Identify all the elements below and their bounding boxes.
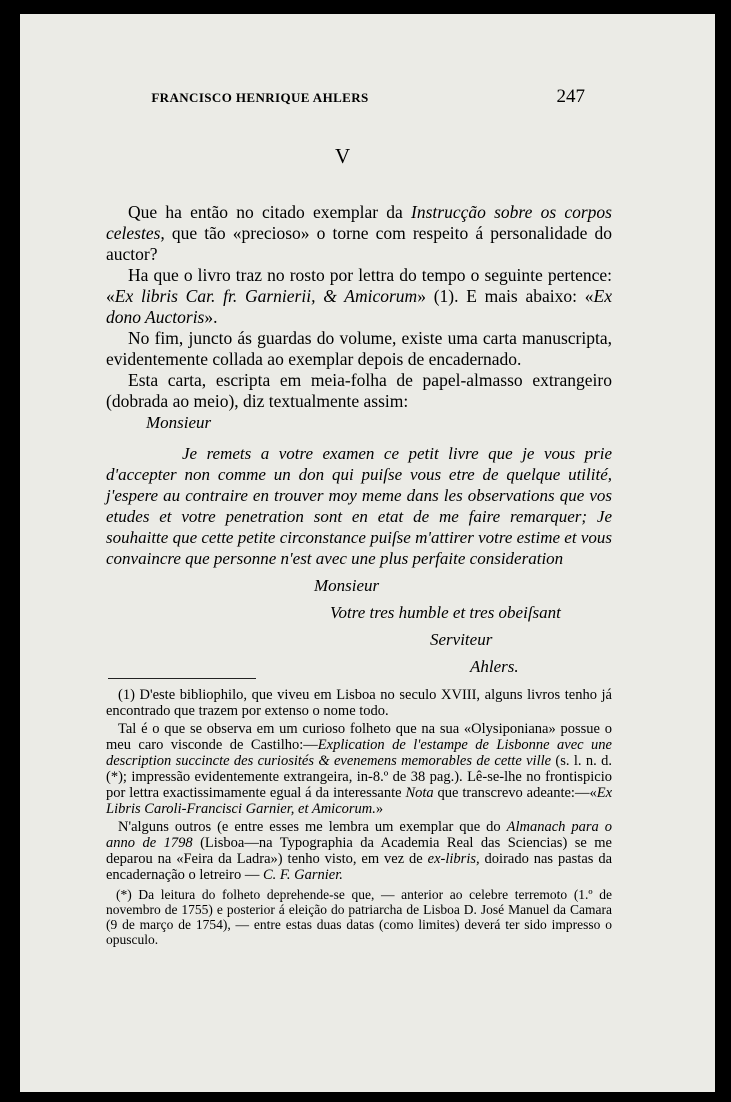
ex-dono-inscription: Ex dono Auctoris: [106, 286, 612, 327]
footnotes: [106, 687, 612, 885]
body-text: [106, 202, 612, 412]
paragraph-3: No fim, juncto ás guardas do volume, existe uma carta manuscripta, evidentemente collada ao exemplar depois de encadernado.: [106, 328, 612, 369]
chapter-numeral: V: [335, 144, 351, 168]
footnote-1: (1) D'este bibliophilo, que viveu em Lisboa no seculo XVIII, alguns livros tenho já encontrado que trazem por extenso o nome todo.: [106, 687, 612, 719]
letter-formula: Votre tres humble et tres obeiſsant: [330, 603, 561, 622]
ex-libris-inscription: Ex libris Car. fr. Garnierii, & Amicorum: [114, 286, 418, 306]
running-title: FRANCISCO HENRIQUE AHLERS: [151, 90, 369, 105]
book-title: Instrucção sobre os corpos celestes,: [106, 202, 612, 243]
page-header: [20, 88, 715, 108]
letter-body: Je remets a votre examen ce petit livre que je vous prie d'accepter non comme un don qui puiſse vous etre de quelque utilité, j'espere au contraire en trouver moy meme dans les observations que vos etudes et votre penetration sont en etat de me faire remarquer; Je souhaitte que cette petite circonstance puiſse m'attirer votre estime et vous convaincre que personne n'est avec une plus perfaite consideration: [106, 444, 612, 568]
letter-signature: Ahlers.: [470, 657, 519, 676]
footnote-rule: [108, 678, 256, 679]
footnote-2: Tal é o que se observa em um curioso folheto que na sua «Olysiponiana» possue o meu caro visconde de Castilho:—Explication de l'estampe de Lisbonne avec une description succincte des curiosités & evenemens memorables de cette ville (s. l. n. d. (*); impressão evidentemente extrangeira, in-8.º de 38 pag.). Lê-se-lhe no frontispicio por lettra exactissimamente egual á da interessante Nota que transcrevo adeante:—«Ex Libris Caroli-Francisci Garnier, et Amicorum.»: [106, 721, 613, 817]
letter-closing: Monsieur: [314, 576, 380, 595]
page-number: 247: [556, 86, 585, 107]
letter-salutation: Monsieur: [146, 413, 212, 432]
paragraph-1: Que ha então no citado exemplar da Instrucção sobre os corpos celestes, que tão «precioso» o torne com respeito á personalidade do auctor?: [106, 202, 612, 264]
book-page: [20, 14, 715, 1092]
paragraph-2: Ha que o livro traz no rosto por lettra do tempo o seguinte pertence: «Ex libris Car. fr. Garnierii, & Amicorum» (1). E mais abaixo: «Ex dono Auctoris».: [106, 265, 612, 327]
paragraph-4: Esta carta, escripta em meia-folha de papel-almasso extrangeiro (dobrada ao meio), diz textualmente assim:: [106, 370, 612, 411]
letter-servant: Serviteur: [430, 630, 493, 649]
sub-footnote: [106, 887, 612, 947]
footnote-3: N'alguns outros (e entre esses me lembra um exemplar que do Almanach para o anno de 1798 (Lisboa—na Typographia da Academia Real das Sciencias) se me deparou na «Feira da Ladra») tenho visto, em vez de ex-libris, doirado nas pastas da encadernação o letreiro — C. F. Garnier.: [106, 819, 613, 883]
sub-footnote-star: (*) Da leitura do folheto deprehende-se que, — anterior ao celebre terremoto (1.º de novembro de 1755) e posterior á eleição do patriarcha de Lisboa D. José Manuel da Camara (9 de março de 1754), — entre estas duas datas (como limites) deverá ter sido impresso o opusculo.: [106, 887, 612, 947]
quoted-letter: [106, 412, 612, 677]
